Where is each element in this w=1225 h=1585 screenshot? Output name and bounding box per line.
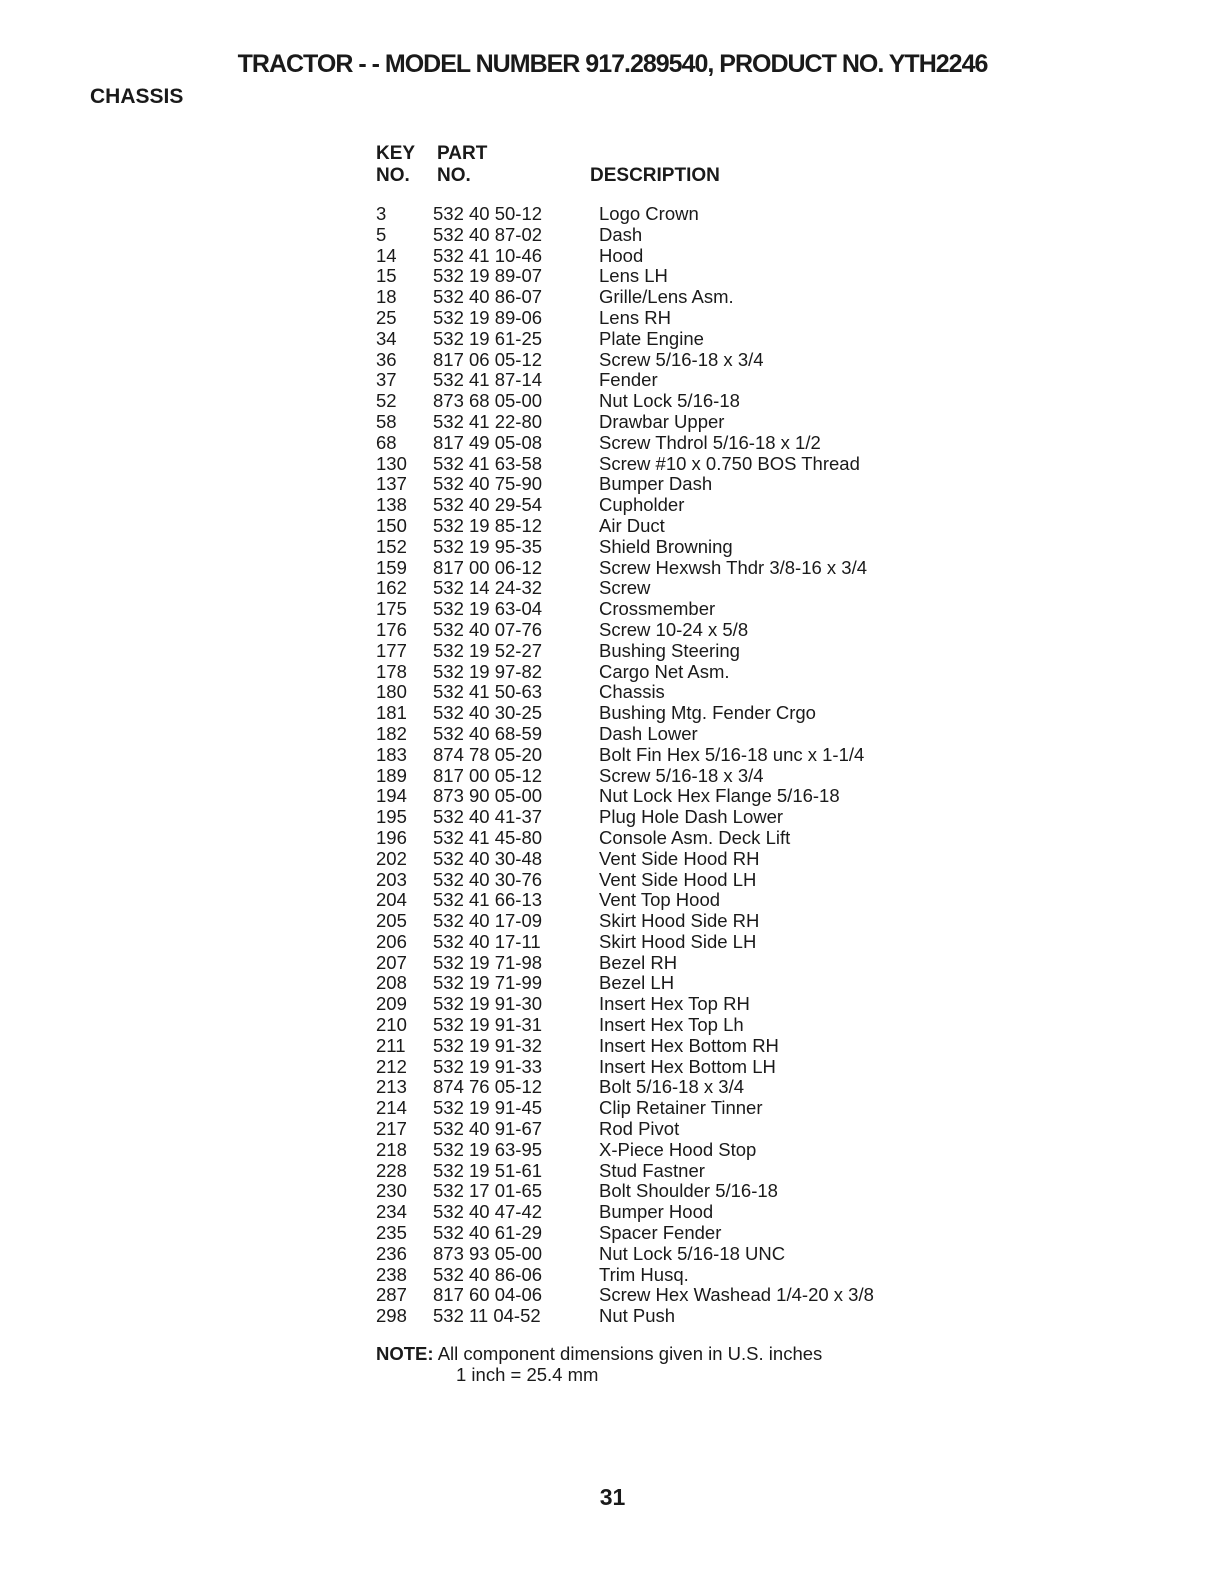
description: Drawbar Upper: [599, 410, 725, 432]
table-row: [376, 1119, 996, 1140]
table-row: [376, 1077, 996, 1098]
description: Bumper Hood: [599, 1201, 714, 1223]
table-row: [376, 1244, 996, 1265]
part-no: 874 78 05-20: [433, 743, 543, 765]
description: Bushing Steering: [599, 639, 740, 661]
key-no: 234: [376, 1201, 407, 1223]
table-row: [376, 266, 996, 287]
table-row: [376, 537, 996, 558]
key-no: 14: [376, 244, 397, 266]
description: Screw: [599, 577, 651, 599]
description: Cupholder: [599, 494, 685, 516]
description: Dash Lower: [599, 722, 698, 744]
note-line1: All component dimensions given in U.S. inches: [437, 1343, 823, 1364]
part-no: 532 14 24-32: [433, 577, 543, 599]
key-no: 210: [376, 1014, 407, 1036]
key-no: 34: [376, 327, 397, 349]
part-no: 532 19 89-06: [433, 306, 543, 328]
description: Screw Hex Washead 1/4-20 x 3/8: [599, 1284, 874, 1306]
table-row: [376, 454, 996, 475]
key-no: 137: [376, 473, 407, 495]
description: Vent Side Hood LH: [599, 868, 757, 890]
description: Screw 5/16-18 x 3/4: [599, 764, 764, 786]
page-number: 31: [599, 1484, 626, 1510]
part-no: 532 40 86-07: [433, 286, 543, 308]
table-row: [376, 911, 996, 932]
key-no: 178: [376, 660, 407, 682]
description: Screw #10 x 0.750 BOS Thread: [599, 452, 860, 474]
description: Lens RH: [599, 306, 671, 328]
table-row: [376, 1265, 996, 1286]
table-row: [376, 953, 996, 974]
table-row: [376, 620, 996, 641]
key-no: 209: [376, 993, 407, 1015]
description: Console Asm. Deck Lift: [599, 826, 791, 848]
key-no: 205: [376, 910, 407, 932]
table-row: [376, 412, 996, 433]
key-no: 25: [376, 306, 397, 328]
key-no: 52: [376, 390, 397, 412]
part-no: 532 41 87-14: [433, 369, 543, 391]
key-no: 37: [376, 369, 397, 391]
description: Spacer Fender: [599, 1222, 722, 1244]
table-row: [376, 1181, 996, 1202]
key-no: 36: [376, 348, 397, 370]
part-no: 532 19 71-98: [433, 951, 543, 973]
table-row: [376, 1285, 996, 1306]
part-no: 532 19 85-12: [433, 514, 543, 536]
table-row: [376, 682, 996, 703]
part-no: 532 41 22-80: [433, 410, 543, 432]
description: Crossmember: [599, 598, 716, 620]
note-label: NOTE:: [376, 1343, 434, 1364]
part-no: 873 93 05-00: [433, 1242, 543, 1264]
table-row: [376, 932, 996, 953]
part-no: 532 40 30-76: [433, 868, 543, 890]
description: X-Piece Hood Stop: [599, 1138, 757, 1160]
key-no: 3: [376, 203, 387, 224]
table-row: [376, 370, 996, 391]
part-no: 874 76 05-12: [433, 1076, 543, 1098]
part-no: 532 40 41-37: [433, 806, 543, 828]
key-no: 182: [376, 722, 407, 744]
column-header-part-line1: PART: [437, 143, 488, 164]
description: Fender: [599, 369, 658, 391]
part-no: 532 19 52-27: [433, 639, 543, 661]
table-row: [376, 287, 996, 308]
table-row: [376, 724, 996, 745]
part-no: 532 19 97-82: [433, 660, 543, 682]
table-row: [376, 204, 996, 225]
part-no: 532 41 10-46: [433, 244, 543, 266]
part-no: 817 60 04-06: [433, 1284, 543, 1306]
description: Insert Hex Top Lh: [599, 1014, 744, 1036]
description: Bolt 5/16-18 x 3/4: [599, 1076, 745, 1098]
part-no: 873 90 05-00: [433, 785, 543, 807]
part-no: 532 40 61-29: [433, 1222, 543, 1244]
column-header-key-line1: KEY: [376, 143, 416, 164]
description: Bushing Mtg. Fender Crgo: [599, 702, 816, 724]
table-row: [376, 1098, 996, 1119]
description: Nut Lock Hex Flange 5/16-18: [599, 785, 840, 807]
table-row: [376, 391, 996, 412]
description: Dash: [599, 223, 643, 245]
description: Stud Fastner: [599, 1159, 705, 1181]
description: Logo Crown: [599, 203, 699, 224]
description: Bezel RH: [599, 951, 678, 973]
description: Screw 5/16-18 x 3/4: [599, 348, 764, 370]
table-row: [376, 662, 996, 683]
description: Insert Hex Top RH: [599, 993, 750, 1015]
description: Air Duct: [599, 514, 665, 536]
key-no: 207: [376, 951, 407, 973]
key-no: 68: [376, 431, 397, 453]
table-row: [376, 1202, 996, 1223]
part-no: 532 40 50-12: [433, 203, 543, 224]
description: Skirt Hood Side RH: [599, 910, 760, 932]
part-no: 532 19 71-99: [433, 972, 543, 994]
key-no: 212: [376, 1055, 407, 1077]
table-row: [376, 599, 996, 620]
part-no: 532 19 63-04: [433, 598, 543, 620]
description: Nut Lock 5/16-18 UNC: [599, 1242, 786, 1264]
key-no: 194: [376, 785, 407, 807]
key-no: 150: [376, 514, 407, 536]
part-no: 817 06 05-12: [433, 348, 543, 370]
part-no: 532 40 29-54: [433, 494, 543, 516]
table-row: [376, 807, 996, 828]
key-no: 287: [376, 1284, 407, 1306]
key-no: 238: [376, 1263, 407, 1285]
table-row: [376, 308, 996, 329]
description: Plate Engine: [599, 327, 704, 349]
table-row: [376, 890, 996, 911]
key-no: 211: [376, 1034, 406, 1056]
description: Screw 10-24 x 5/8: [599, 618, 749, 640]
key-no: 206: [376, 930, 407, 952]
key-no: 189: [376, 764, 407, 786]
table-row: [376, 828, 996, 849]
description: Plug Hole Dash Lower: [599, 806, 784, 828]
description: Insert Hex Bottom LH: [599, 1055, 776, 1077]
part-no: 532 19 91-45: [433, 1097, 543, 1119]
description: Bezel LH: [599, 972, 675, 994]
part-no: 532 19 61-25: [433, 327, 543, 349]
part-no: 532 40 86-06: [433, 1263, 543, 1285]
key-no: 159: [376, 556, 407, 578]
table-row: [376, 973, 996, 994]
part-no: 532 40 30-25: [433, 702, 543, 724]
key-no: 204: [376, 889, 407, 911]
table-row: [376, 849, 996, 870]
description: Screw Hexwsh Thdr 3/8-16 x 3/4: [599, 556, 868, 578]
part-no: 532 19 91-33: [433, 1055, 543, 1077]
description: Hood: [599, 244, 644, 266]
key-no: 58: [376, 410, 397, 432]
description: Trim Husq.: [599, 1263, 689, 1285]
table-row: [376, 766, 996, 787]
part-no: 873 68 05-00: [433, 390, 543, 412]
key-no: 230: [376, 1180, 407, 1202]
table-row: [376, 1036, 996, 1057]
description: Cargo Net Asm.: [599, 660, 730, 682]
description: Lens LH: [599, 265, 668, 287]
part-no: 532 40 17-09: [433, 910, 543, 932]
table-row: [376, 1057, 996, 1078]
table-row: [376, 1223, 996, 1244]
key-no: 130: [376, 452, 407, 474]
description: Skirt Hood Side LH: [599, 930, 757, 952]
description: Bumper Dash: [599, 473, 713, 495]
part-no: 532 41 63-58: [433, 452, 543, 474]
table-row: [376, 474, 996, 495]
description: Clip Retainer Tinner: [599, 1097, 763, 1119]
part-no: 532 40 47-42: [433, 1201, 543, 1223]
part-no: 817 00 06-12: [433, 556, 543, 578]
key-no: 228: [376, 1159, 407, 1181]
part-no: 532 40 91-67: [433, 1118, 543, 1140]
key-no: 152: [376, 535, 407, 557]
part-no: 532 40 07-76: [433, 618, 543, 640]
table-row: [376, 433, 996, 454]
part-no: 532 17 01-65: [433, 1180, 543, 1202]
description: Vent Side Hood RH: [599, 847, 760, 869]
column-header-description: DESCRIPTION: [590, 165, 720, 186]
part-no: 532 19 63-95: [433, 1138, 543, 1160]
key-no: 177: [376, 639, 407, 661]
key-no: 214: [376, 1097, 407, 1119]
part-no: 532 40 30-48: [433, 847, 543, 869]
part-no: 817 00 05-12: [433, 764, 543, 786]
description: Shield Browning: [599, 535, 733, 557]
table-row: [376, 495, 996, 516]
part-no: 532 19 91-30: [433, 993, 543, 1015]
key-no: 236: [376, 1242, 407, 1264]
column-header-part: [437, 143, 487, 187]
table-row: [376, 246, 996, 267]
key-no: 202: [376, 847, 407, 869]
table-row: [376, 703, 996, 724]
key-no: 298: [376, 1305, 407, 1327]
table-row: [376, 350, 996, 371]
part-no: 532 40 75-90: [433, 473, 543, 495]
key-no: 181: [376, 702, 407, 724]
column-header-part-line2: NO.: [437, 165, 471, 186]
description: Screw Thdrol 5/16-18 x 1/2: [599, 431, 821, 453]
part-no: 532 19 51-61: [433, 1159, 543, 1181]
table-row: [376, 516, 996, 537]
part-no: 532 19 91-31: [433, 1014, 543, 1036]
table-row: [376, 329, 996, 350]
part-no: 532 40 68-59: [433, 722, 543, 744]
description: Bolt Shoulder 5/16-18: [599, 1180, 778, 1202]
key-no: 180: [376, 681, 407, 703]
description: Insert Hex Bottom RH: [599, 1034, 779, 1056]
part-no: 532 41 50-63: [433, 681, 543, 703]
part-no: 532 40 17-11: [433, 930, 541, 952]
part-no: 817 49 05-08: [433, 431, 543, 453]
key-no: 5: [376, 223, 387, 245]
description: Grille/Lens Asm.: [599, 286, 734, 308]
table-row: [376, 641, 996, 662]
description: Rod Pivot: [599, 1118, 680, 1140]
key-no: 138: [376, 494, 407, 516]
table-row: [376, 225, 996, 246]
key-no: 162: [376, 577, 407, 599]
part-no: 532 41 66-13: [433, 889, 543, 911]
parts-list: [376, 204, 996, 1327]
key-no: 217: [376, 1118, 407, 1140]
table-row: [376, 786, 996, 807]
column-header-key-line2: NO.: [376, 165, 410, 186]
part-no: 532 19 89-07: [433, 265, 543, 287]
key-no: 208: [376, 972, 407, 994]
note: [376, 1343, 822, 1385]
section-title: CHASSIS: [90, 85, 184, 108]
key-no: 213: [376, 1076, 407, 1098]
part-no: 532 41 45-80: [433, 826, 543, 848]
description: Nut Lock 5/16-18: [599, 390, 740, 412]
key-no: 196: [376, 826, 407, 848]
table-row: [376, 870, 996, 891]
key-no: 183: [376, 743, 407, 765]
page-title: TRACTOR - - MODEL NUMBER 917.289540, PRODUCT NO. YTH2246: [237, 50, 988, 78]
part-no: 532 11 04-52: [433, 1305, 541, 1327]
part-no: 532 40 87-02: [433, 223, 543, 245]
table-row: [376, 1161, 996, 1182]
column-header-key: [376, 143, 415, 187]
key-no: 195: [376, 806, 407, 828]
table-row: [376, 578, 996, 599]
key-no: 176: [376, 618, 407, 640]
description: Nut Push: [599, 1305, 676, 1327]
part-no: 532 19 95-35: [433, 535, 543, 557]
key-no: 235: [376, 1222, 407, 1244]
note-line2: 1 inch = 25.4 mm: [456, 1364, 599, 1385]
part-no: 532 19 91-32: [433, 1034, 543, 1056]
table-row: [376, 745, 996, 766]
description: Vent Top Hood: [599, 889, 721, 911]
key-no: 175: [376, 598, 407, 620]
description: Chassis: [599, 681, 665, 703]
table-row: [376, 1306, 996, 1327]
table-row: [376, 558, 996, 579]
table-row: [376, 994, 996, 1015]
key-no: 218: [376, 1138, 407, 1160]
key-no: 15: [376, 265, 397, 287]
table-row: [376, 1140, 996, 1161]
key-no: 203: [376, 868, 407, 890]
table-row: [376, 1015, 996, 1036]
description: Bolt Fin Hex 5/16-18 unc x 1-1/4: [599, 743, 865, 765]
key-no: 18: [376, 286, 397, 308]
